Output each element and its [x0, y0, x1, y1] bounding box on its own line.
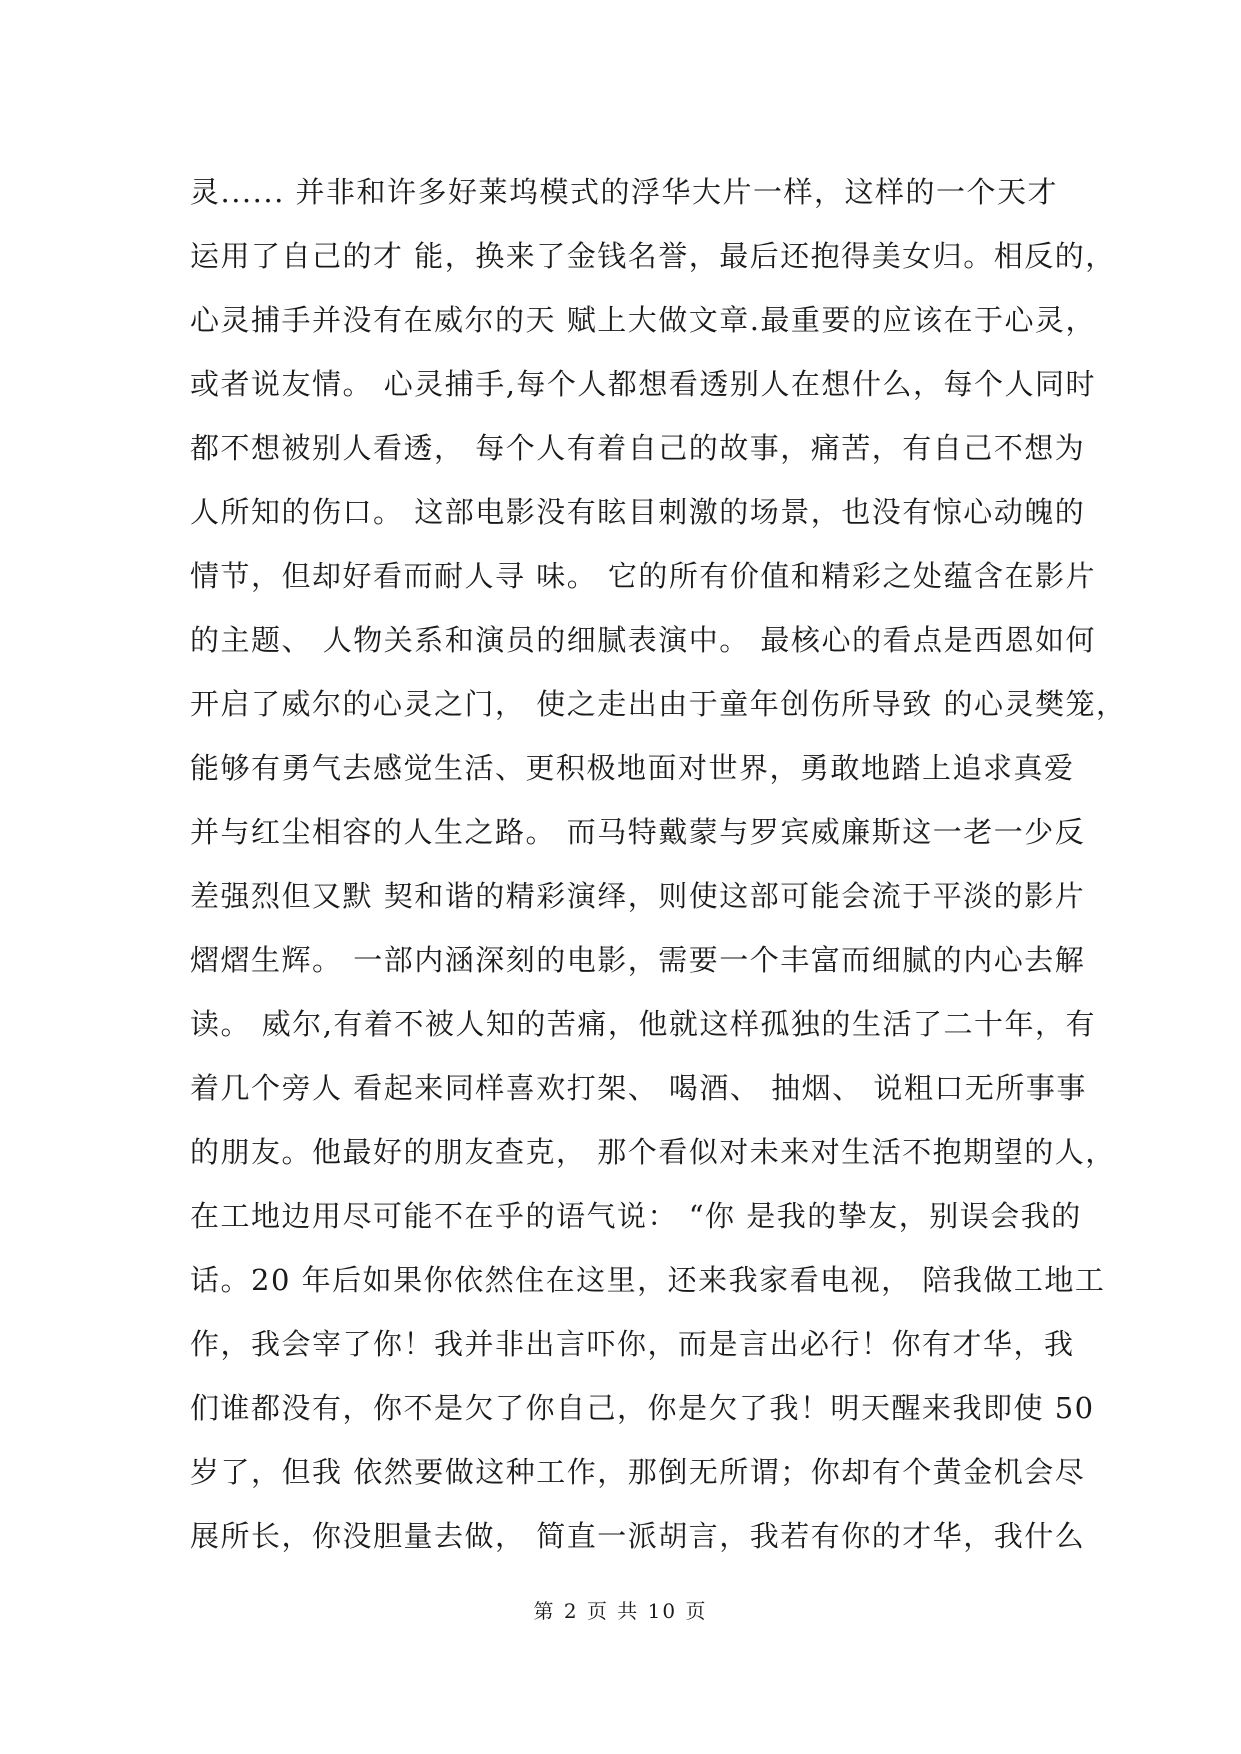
text-line: 的朋友。他最好的朋友查克， 那个看似对未来对生活不抱期望的人， [190, 1135, 1116, 1169]
text-line: 在工地边用尽可能不在乎的语气说： “你 是我的挚友，别误会我的 [190, 1199, 1082, 1233]
text-line: 展所长，你没胆量去做， 简直一派胡言，我若有你的才华，我什么 [190, 1519, 1086, 1553]
text-line: 运用了自己的才 能，换来了金钱名誉，最后还抱得美女归。相反的， [190, 239, 1116, 273]
text-line: 作，我会宰了你！我并非出言吓你，而是言出必行！你有才华，我 [190, 1327, 1075, 1361]
text-line: 并与红尘相容的人生之路。 而马特戴蒙与罗宾威廉斯这一老一少反 [190, 815, 1086, 849]
text-line: 熠熠生辉。 一部内涵深刻的电影，需要一个丰富而细腻的内心去解 [190, 943, 1086, 977]
text-line: 情节，但却好看而耐人寻 味。 它的所有价值和精彩之处蕴含在影片 [190, 559, 1096, 593]
text-line: 话。20 年后如果你依然住在这里，还来我家看电视， 陪我做工地工 [190, 1263, 1106, 1297]
text-line: 人所知的伤口。 这部电影没有眩目刺激的场景，也没有惊心动魄的 [190, 495, 1086, 529]
text-line: 都不想被别人看透， 每个人有着自己的故事，痛苦，有自己不想为 [190, 431, 1086, 465]
text-line: 心灵捕手并没有在威尔的天 赋上大做文章.最重要的应该在于心灵， [190, 303, 1096, 337]
text-line: 开启了威尔的心灵之门， 使之走出由于童年创伤所导致 的心灵樊笼， [190, 687, 1127, 721]
page-number-footer: 第 2 页 共 10 页 [533, 1599, 708, 1623]
text-line: 着几个旁人 看起来同样喜欢打架、 喝酒、 抽烟、 说粗口无所事事 [190, 1071, 1087, 1105]
body-text [190, 160, 1127, 1568]
text-line: 或者说友情。 心灵捕手,每个人都想看透别人在想什么，每个人同时 [190, 367, 1096, 401]
text-line: 读。 威尔,有着不被人知的苦痛，他就这样孤独的生活了二十年，有 [190, 1007, 1096, 1041]
text-line: 灵...... 并非和许多好莱坞模式的浮华大片一样，这样的一个天才 [190, 175, 1059, 209]
text-line: 差强烈但又默 契和谐的精彩演绎，则使这部可能会流于平淡的影片 [190, 879, 1086, 913]
text-line: 岁了，但我 依然要做这种工作，那倒无所谓；你却有个黄金机会尽 [190, 1455, 1086, 1489]
text-line: 的主题、 人物关系和演员的细腻表演中。 最核心的看点是西恩如何 [190, 623, 1096, 657]
text-line: 能够有勇气去感觉生活、更积极地面对世界，勇敢地踏上追求真爱 [190, 751, 1075, 785]
text-line: 们谁都没有，你不是欠了你自己，你是欠了我！明天醒来我即使 50 [190, 1391, 1095, 1425]
